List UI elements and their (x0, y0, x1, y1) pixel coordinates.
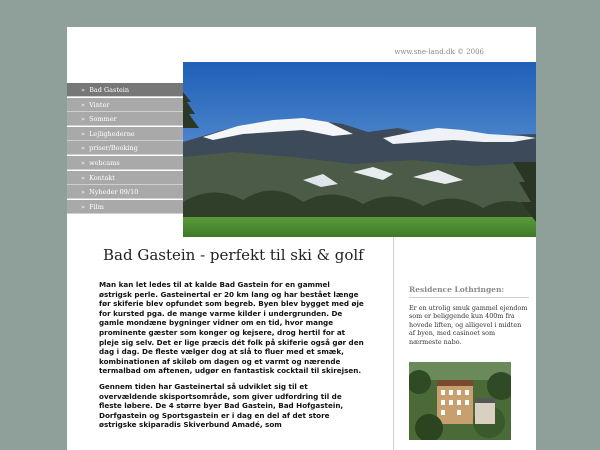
nav-item-film[interactable] (67, 200, 183, 214)
chevron-right-icon: » (81, 100, 85, 109)
nav-item-bad-gastein[interactable] (67, 83, 183, 97)
article-body (99, 280, 365, 436)
nav-item-kontakt[interactable] (67, 171, 183, 185)
nav-item-nyheder[interactable] (67, 185, 183, 199)
nav-item-label: Bad Gastein (89, 86, 130, 94)
nav-item-label: Sommer (89, 115, 117, 124)
nav-item-sommer[interactable] (67, 112, 183, 126)
nav-item-label: webcams (89, 158, 120, 167)
chevron-right-icon: » (81, 158, 85, 167)
chevron-right-icon: » (81, 188, 85, 197)
nav-item-label: priser/Booking (89, 144, 138, 153)
chevron-right-icon: » (81, 129, 85, 138)
main-content (67, 237, 393, 450)
page-title: Bad Gastein - perfekt til ski & golf (103, 246, 364, 264)
nav-item-lejlighederne[interactable] (67, 127, 183, 141)
article-paragraph: Gennem tiden har Gasteinertal så udviklet sig til et overvældende skisportsområde, som giver udfordring til de fleste løbere. De 4 større byer Bad Gastein, Bad Hofgastein, Dorfgastein og Sportsgastein er i dag en del af det store østrigske skiparadis Skiverbund Amadé, som (99, 381, 344, 430)
chevron-right-icon: » (81, 115, 85, 124)
hero-mountain-image (183, 62, 536, 237)
chevron-right-icon: » (81, 202, 85, 211)
column-divider (393, 237, 394, 450)
article-paragraph: Man kan let ledes til at kalde Bad Gastein for en gammel østrigsk perle. Gasteinertal er 20 km lang og har bestået længe før skiferie blev opfundet som begreb. Byen blev bygget med øje for kursted pga. de mange varme kilder i undergrunden. De gamle mondæne bygninger vidner om en tid, hvor mange prominente gæster som konger og kejsere, drog hertil for at pleje sig selv. Det er lige præcis dét folk på skiferie også gør den dag i dag. De fleste vælger dog at slå to fluer med et smæk, kombinationen af skiløb om dagen og et varmt og nærende termalbad om aftenen, udgør en fantastisk cocktail til skirejsen. (99, 280, 364, 376)
nav-item-label: Film (89, 202, 104, 211)
chevron-right-icon: » (81, 144, 85, 153)
chevron-right-icon: » (81, 86, 85, 94)
chevron-right-icon: » (81, 173, 85, 182)
page-container (67, 27, 536, 450)
nav-item-webcams[interactable] (67, 156, 183, 170)
residence-photo (409, 362, 511, 440)
copyright-text: www.sne-land.dk © 2006 (394, 48, 484, 56)
sidebar-text: Er en utrolig smuk gammel ejendom som er beliggende kun 400m fra hovede liften, og alligevel i midten af byen, med casinoet som nærmeste nabo. (409, 304, 528, 346)
nav-item-priser-booking[interactable] (67, 141, 183, 155)
nav-item-label: Vinter (89, 100, 110, 109)
main-nav (67, 83, 183, 214)
nav-item-vinter[interactable] (67, 98, 183, 112)
sidebar-title: Residence Lothringen: (409, 285, 505, 294)
nav-item-label: Kontakt (89, 173, 115, 182)
sidebar-divider (409, 297, 529, 298)
nav-item-label: Nyheder 09/10 (89, 188, 139, 197)
nav-item-label: Lejlighederne (89, 129, 135, 138)
sidebar (409, 285, 529, 346)
